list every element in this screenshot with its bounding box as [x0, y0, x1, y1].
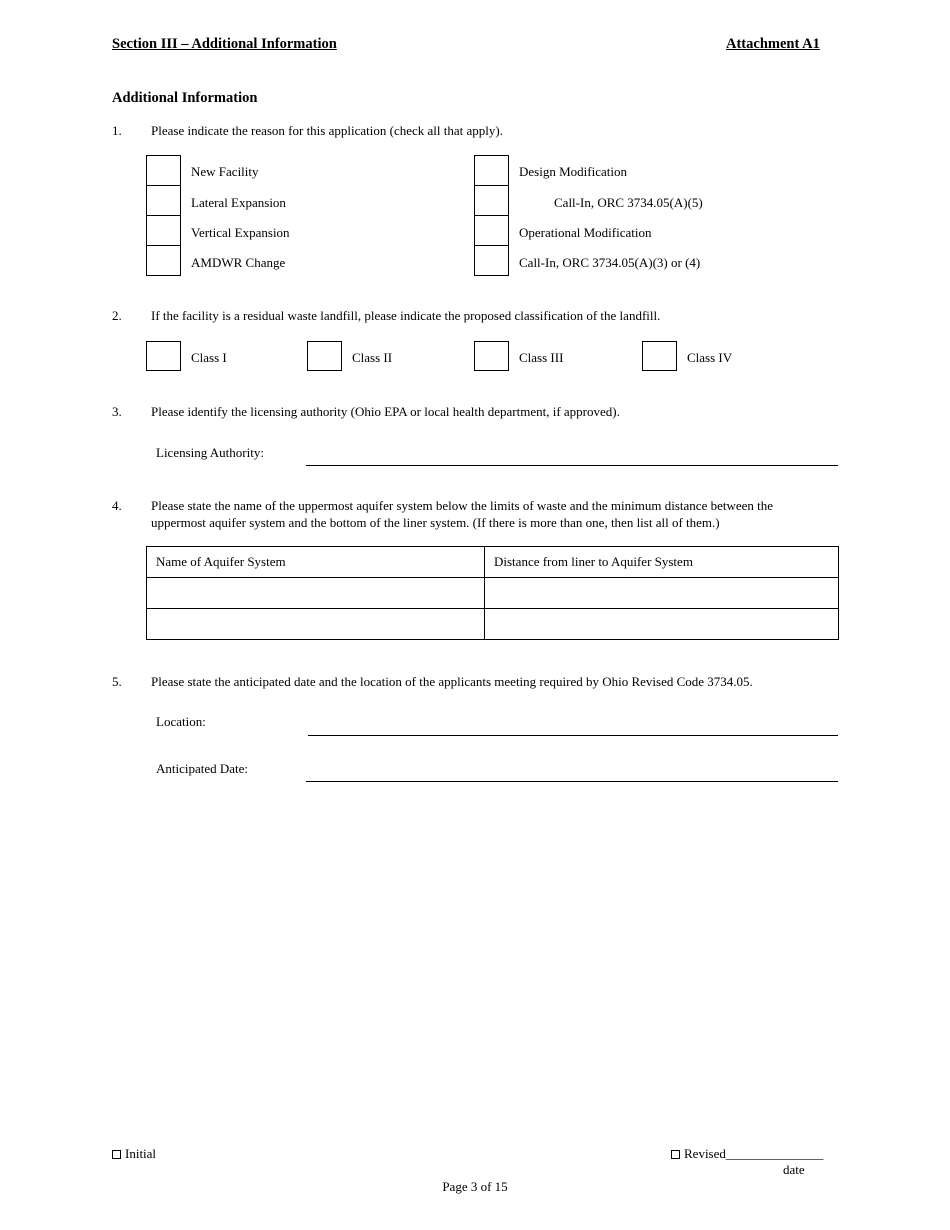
revised-checkbox[interactable]: [671, 1150, 680, 1159]
date-caption: date: [783, 1162, 805, 1177]
licensing-authority-field[interactable]: [306, 451, 838, 466]
class-iii-checkbox[interactable]: [474, 341, 509, 371]
location-field[interactable]: [308, 721, 838, 736]
amdwr-change-label: AMDWR Change: [191, 255, 286, 270]
aquifer-name-input[interactable]: [156, 615, 472, 633]
call-in-a5-checkbox[interactable]: [474, 185, 509, 216]
q4-text-line1: Please state the name of the uppermost aquifer system below the limits of waste and the minimum distance between the: [151, 498, 774, 513]
anticipated-date-field[interactable]: [306, 767, 838, 782]
initial-checkbox[interactable]: [112, 1150, 121, 1159]
aquifer-distance-input[interactable]: [494, 584, 825, 602]
location-label: Location:: [156, 714, 206, 729]
revised-label: Revised_______________: [684, 1146, 824, 1161]
licensing-authority-label: Licensing Authority:: [156, 445, 264, 460]
q4-text-line2: uppermost aquifer system and the bottom of the liner system. (If there is more than one, then list all of them.): [151, 515, 720, 530]
q5-text: Please state the anticipated date and the location of the applicants meeting required by Ohio Revised Code 3734.05.: [151, 674, 753, 689]
amdwr-change-checkbox[interactable]: [146, 245, 181, 276]
q1-number: 1.: [112, 123, 122, 138]
new-facility-label: New Facility: [191, 164, 259, 179]
new-facility-checkbox[interactable]: [146, 155, 181, 186]
class-iv-label: Class IV: [687, 350, 733, 365]
q2-text: If the facility is a residual waste landfill, please indicate the proposed classification of the landfill.: [151, 308, 661, 323]
aquifer-name-header: Name of Aquifer System: [147, 547, 485, 578]
q3-number: 3.: [112, 404, 122, 419]
table-cell: [147, 578, 485, 609]
lateral-expansion-label: Lateral Expansion: [191, 195, 286, 210]
vertical-expansion-checkbox[interactable]: [146, 215, 181, 246]
q5-number: 5.: [112, 674, 122, 689]
table-row: [147, 609, 839, 640]
call-in-a5-label: Call-In, ORC 3734.05(A)(5): [554, 195, 703, 210]
q4-number: 4.: [112, 498, 122, 513]
q2-number: 2.: [112, 308, 122, 323]
call-in-a3-a4-label: Call-In, ORC 3734.05(A)(3) or (4): [519, 255, 701, 270]
class-iv-checkbox[interactable]: [642, 341, 677, 371]
class-ii-checkbox[interactable]: [307, 341, 342, 371]
aquifer-distance-header: Distance from liner to Aquifer System: [485, 547, 839, 578]
design-modification-label: Design Modification: [519, 164, 627, 179]
aquifer-table: [146, 546, 839, 640]
lateral-expansion-checkbox[interactable]: [146, 185, 181, 216]
section-heading: Section III – Additional Information: [112, 36, 337, 52]
q1-text: Please indicate the reason for this application (check all that apply).: [151, 123, 503, 138]
anticipated-date-label: Anticipated Date:: [156, 761, 249, 776]
call-in-a3-a4-checkbox[interactable]: [474, 245, 509, 276]
aquifer-name-input[interactable]: [156, 584, 472, 602]
aquifer-distance-input[interactable]: [494, 615, 825, 633]
operational-modification-checkbox[interactable]: [474, 215, 509, 246]
class-iii-label: Class III: [519, 350, 564, 365]
table-cell: [485, 578, 839, 609]
class-ii-label: Class II: [352, 350, 393, 365]
initial-label: Initial: [125, 1146, 157, 1161]
class-i-checkbox[interactable]: [146, 341, 181, 371]
table-cell: [485, 609, 839, 640]
q3-text: Please identify the licensing authority (Ohio EPA or local health department, if approved).: [151, 404, 620, 419]
initial-option: [112, 1146, 156, 1162]
page-number: Page 3 of 15: [442, 1179, 508, 1194]
attachment-label: Attachment A1: [726, 36, 820, 52]
table-cell: [147, 609, 485, 640]
vertical-expansion-label: Vertical Expansion: [191, 225, 290, 240]
revised-option: [671, 1146, 823, 1162]
table-header-row: [147, 547, 839, 578]
design-modification-checkbox[interactable]: [474, 155, 509, 186]
operational-modification-label: Operational Modification: [519, 225, 652, 240]
class-i-label: Class I: [191, 350, 227, 365]
table-row: [147, 578, 839, 609]
page-title: Additional Information: [112, 90, 258, 106]
